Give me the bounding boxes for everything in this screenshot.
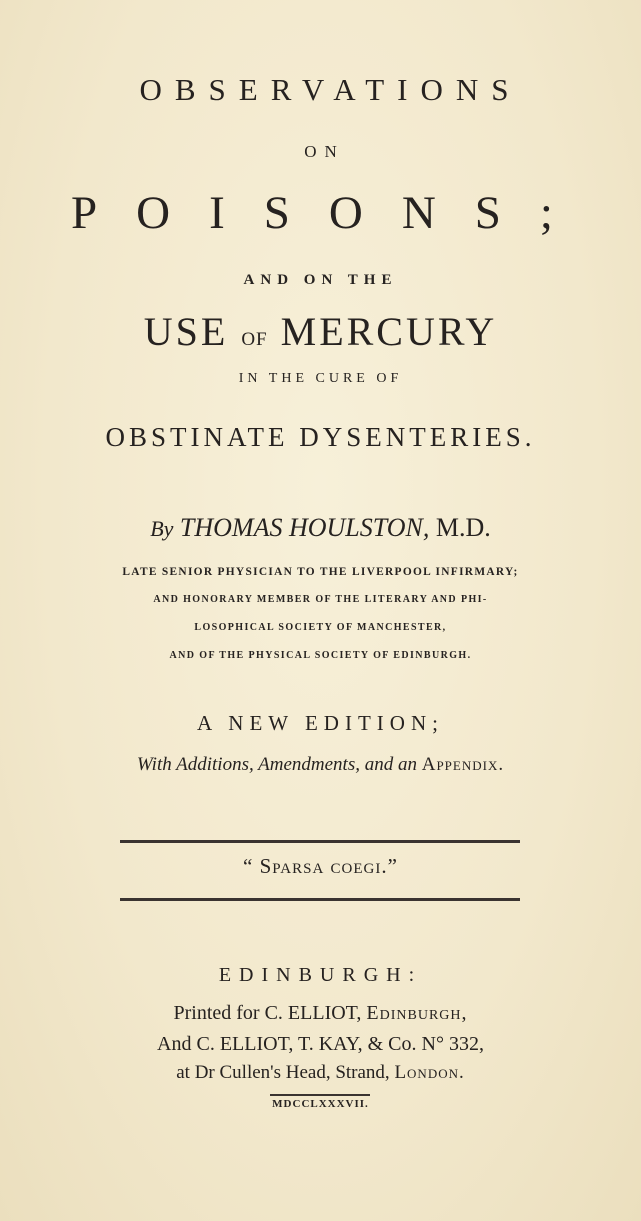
imprint-line [0,1002,641,1025]
title-poisons: POISONS; [71,187,592,239]
title-obstinate-dysenteries: OBSTINATE DYSENTERIES. [105,422,536,452]
author-degree: M.D. [435,513,491,542]
author-by: By [150,516,174,541]
imprint-line [0,1062,641,1084]
title-on: ON [304,142,345,161]
imprint-line: And C. ELLIOT, T. KAY, & Co. N° 332, [157,1033,484,1055]
author-credential: AND OF THE PHYSICAL SOCIETY OF EDINBURGH. [169,650,472,661]
title-of: OF [241,329,268,350]
motto: “ Sparsa coegi.” [243,854,398,878]
bottom-rule-divider [120,898,520,901]
author-line [0,513,641,543]
imprint-printer-city: Edinburgh, [366,1002,468,1024]
author-name: THOMAS HOULSTON, [179,513,430,542]
title-in-the-cure-of: IN THE CURE OF [238,371,403,386]
edition-title: A NEW EDITION; [197,711,444,735]
title-use-of-mercury [0,308,641,355]
edition-subtitle-text: With Additions, Amendments, and an [136,754,417,775]
author-credential: AND HONORARY MEMBER OF THE LITERARY AND PHI- [153,594,488,605]
author-credential: LATE SENIOR PHYSICIAN TO THE LIVERPOOL INFIRMARY; [122,566,519,578]
title-observations: OBSERVATIONS [139,72,522,107]
edition-subtitle [0,754,641,776]
title-use: USE [143,309,229,354]
edition-appendix: Appendix. [421,754,505,775]
imprint-london: London. [394,1062,465,1083]
imprint-date: MDCCLXXXVII. [272,1098,369,1110]
date-rule-divider [270,1094,370,1096]
author-credential: LOSOPHICAL SOCIETY OF MANCHESTER, [194,622,447,633]
imprint-city: EDINBURGH: [218,964,423,986]
imprint-printer: Printed for C. ELLIOT, [173,1002,362,1024]
top-rule-divider [120,840,520,843]
title-mercury: MERCURY [280,309,498,354]
imprint-address: at Dr Cullen's Head, Strand, [176,1062,390,1083]
title-and-on-the: AND ON THE [243,272,398,288]
